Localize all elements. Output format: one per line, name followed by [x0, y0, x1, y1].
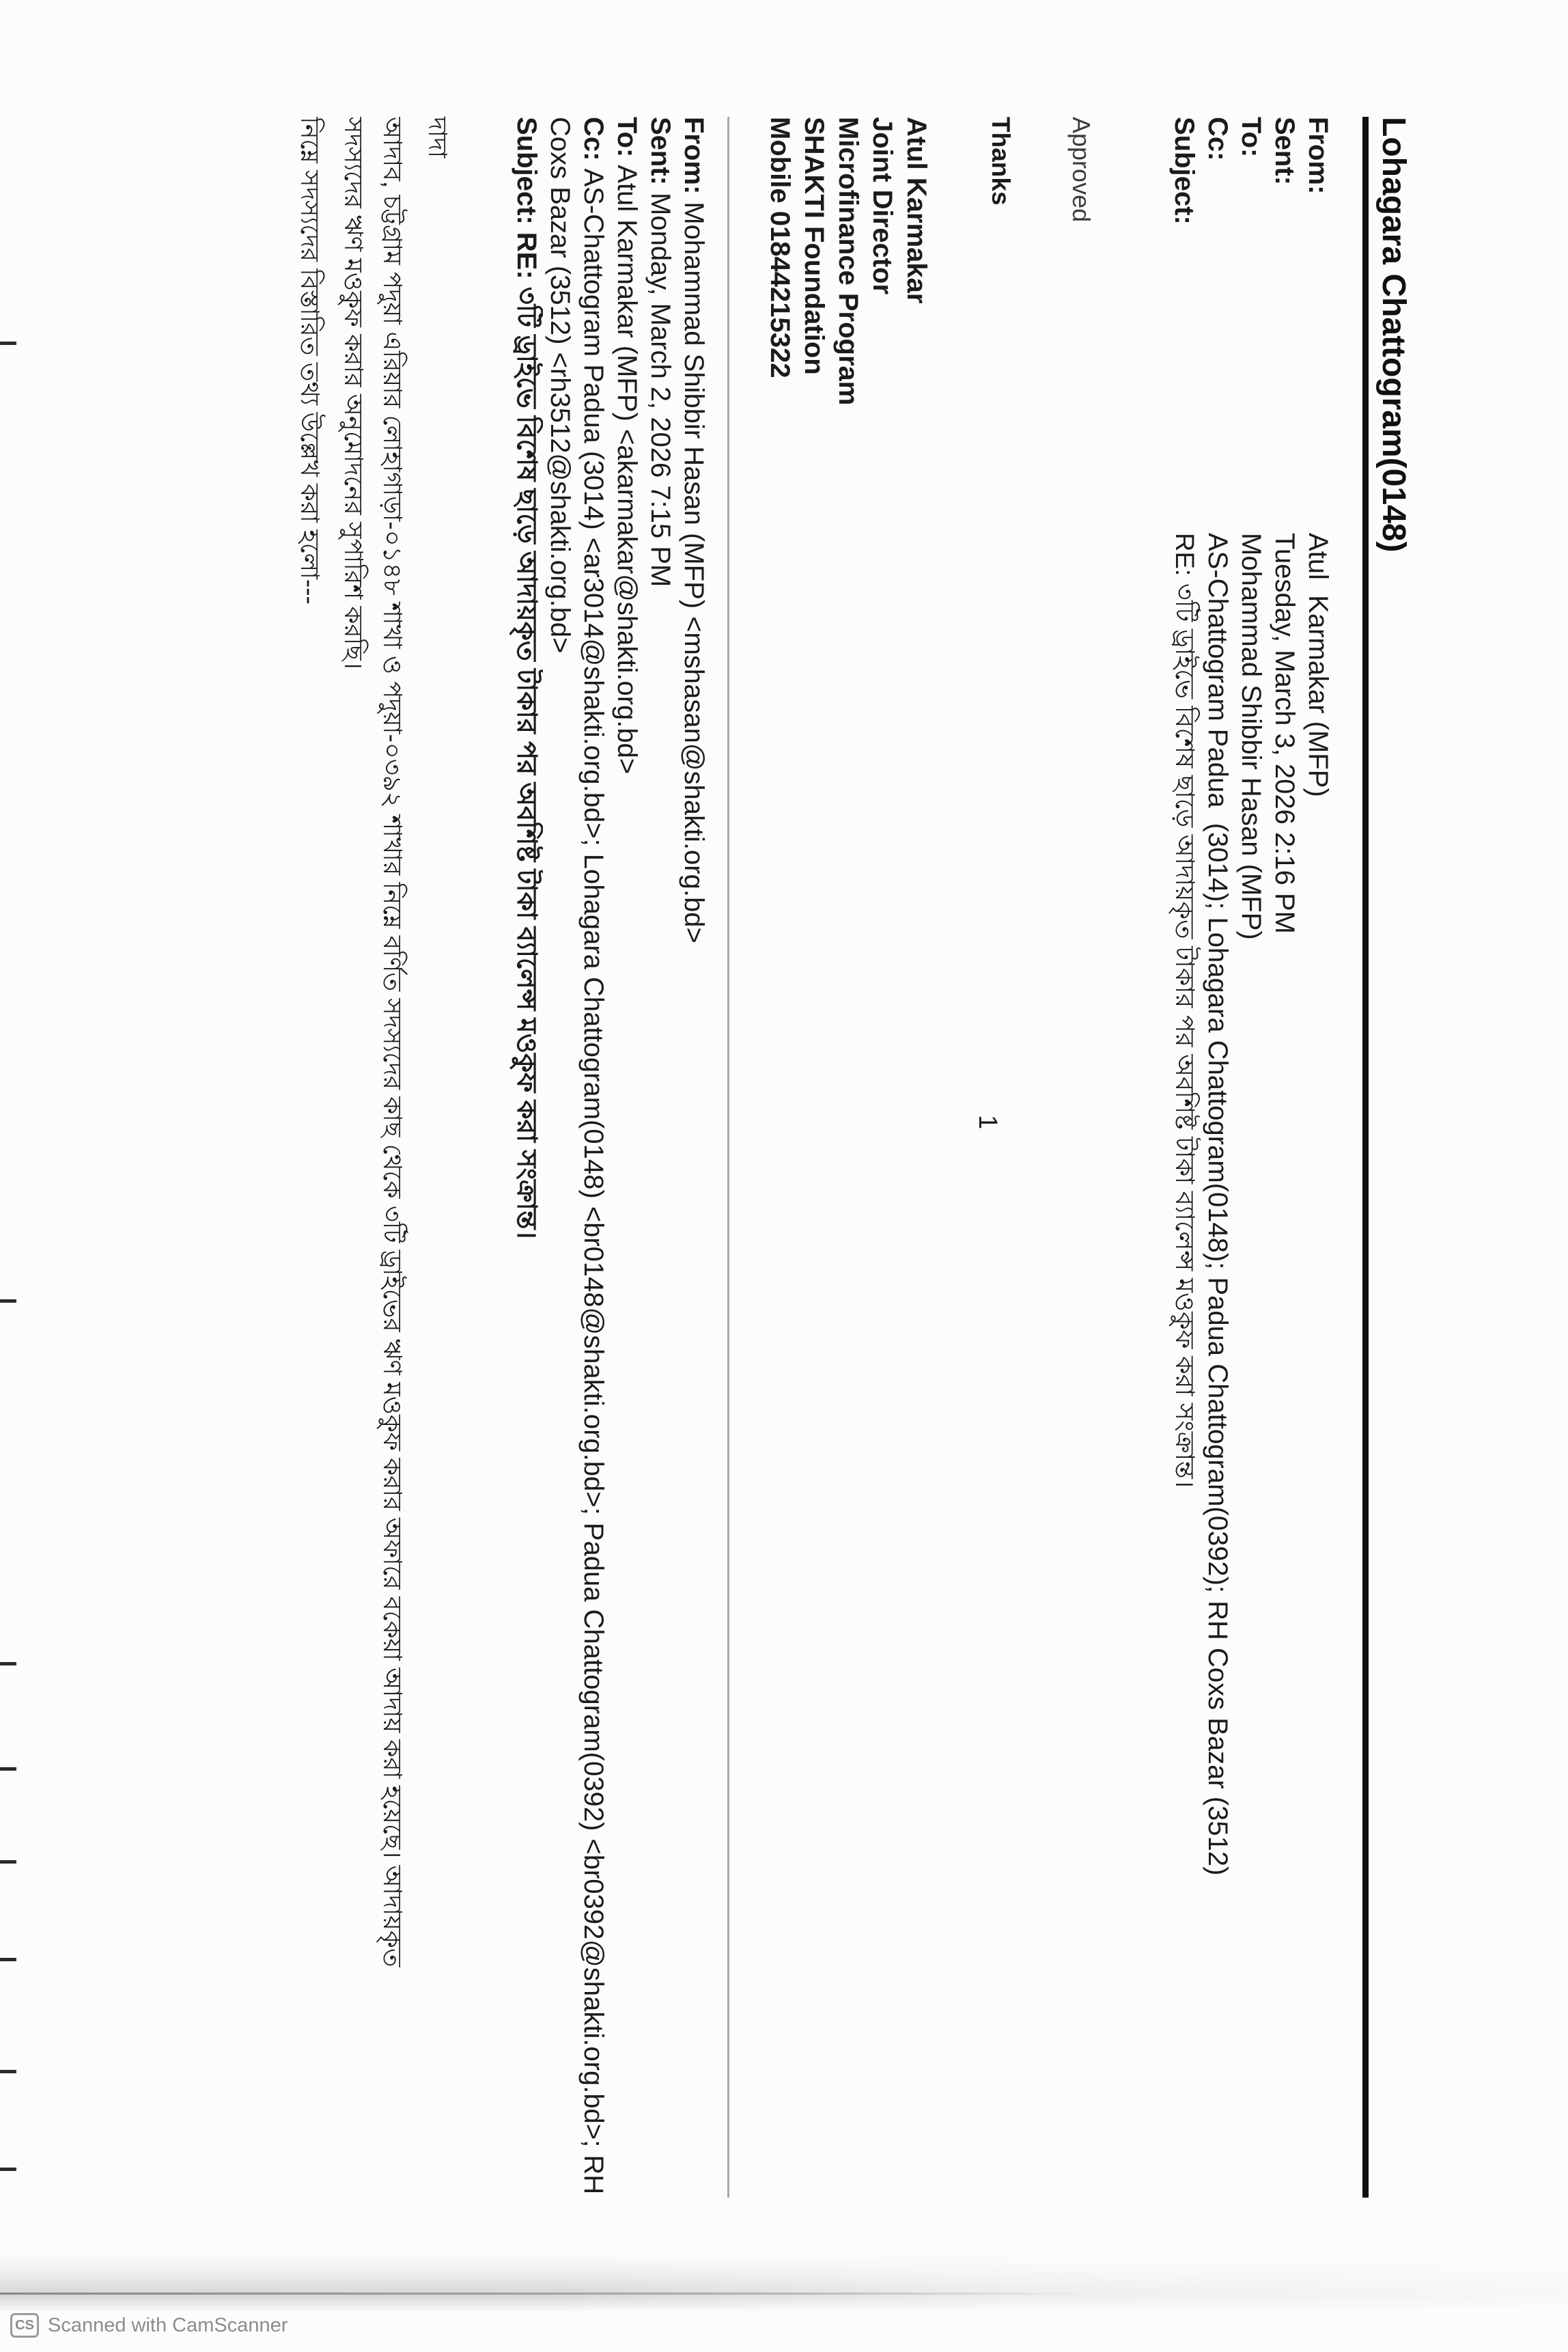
scanner-watermark: Scanned with CamScanner — [48, 2314, 288, 2336]
subject-label: Subject: — [1169, 117, 1199, 225]
scan-edge-mark — [0, 2168, 16, 2171]
original-message-separator — [727, 117, 729, 2198]
original-subject-value: RE: ৩টি ড্রাইভে বিশেষ ছাড়ে আদায়কৃত টাকার পর অবশিষ্ট টাকা ব্যালেন্স মওকুফ করা সংক্রান্ত। — [512, 232, 542, 1239]
greeting: দাদা — [423, 117, 451, 158]
body-line: সদস্যদের ঋণ মওকুফ করার অনুমোদনের সুপারিশ করছি। — [339, 117, 367, 669]
original-from-line — [677, 117, 710, 943]
title-rule — [1362, 117, 1369, 2198]
camscanner-logo-icon: CS — [10, 2313, 39, 2338]
from-value: Atul Karmakar (MFP) — [1303, 533, 1333, 797]
original-sent-line — [643, 117, 677, 587]
original-to-value: Atul Karmakar (MFP) <akarmakar@shakti.org.bd> — [612, 165, 642, 775]
scan-edge-mark — [0, 1299, 16, 1303]
closing-text: Thanks — [987, 117, 1015, 206]
scan-edge-mark — [0, 1662, 16, 1665]
cc-label: Cc: — [1203, 117, 1233, 161]
original-to-line — [610, 117, 643, 774]
original-sent-value: Monday, March 2, 2026 7:15 PM — [645, 193, 675, 587]
sent-value: Tuesday, March 3, 2026 2:16 PM — [1270, 533, 1300, 934]
subject-value: RE: ৩টি ড্রাইভে বিশেষ ছাড়ে আদায়কৃত টাকার পর অবশিষ্ট টাকা ব্যালেন্স মওকুফ করা সংক্রান্ত। — [1170, 533, 1199, 1489]
scan-edge-mark — [0, 342, 16, 345]
page-title: Lohagara Chattogram(0148) — [1375, 117, 1412, 553]
original-subject-label: Subject: — [512, 117, 542, 225]
signature-title: Joint Director — [867, 117, 897, 295]
original-sent-label: Sent: — [645, 117, 675, 185]
original-from-value: Mohammad Shibbir Hasan (MFP) <mshasan@shakti.org.bd> — [679, 202, 709, 943]
original-cc-line — [576, 117, 610, 2194]
signature-department: Microfinance Program — [833, 117, 863, 406]
original-subject-line — [509, 117, 543, 1239]
scan-edge-mark — [0, 1860, 16, 1864]
scan-shadow-band — [0, 2254, 1568, 2310]
from-label: From: — [1303, 117, 1333, 195]
original-to-label: To: — [612, 117, 642, 158]
original-cc-continuation: Coxs Bazar (3512) <rh3512@shakti.org.bd> — [545, 117, 575, 654]
approval-text: Approved — [1067, 117, 1095, 223]
scan-edge-mark — [0, 1767, 16, 1771]
body-line: আদাব, চট্টগ্রাম পদুয়া এরিয়ার লোহাগাড়া-০১৪৮ শাখা ও পদুয়া-০৩৯২ শাখার নিম্নে বর্ণিত সদস্যদের কাছ থেকে ৩টি ড্রাইভের ঋণ মওকুফ করার অফারে বকেয়া আদায় করা হয়েছে। আদায়কৃত — [378, 117, 406, 1967]
signature-mobile: Mobile 01844215322 — [765, 117, 795, 378]
sent-label: Sent: — [1270, 117, 1300, 185]
signature-name: Atul Karmakar — [901, 117, 932, 304]
scan-edge-mark — [0, 1958, 16, 1961]
page-number: 1 — [973, 1115, 1002, 1130]
body-line: নিম্নে সদস্যদের বিস্তারিত তথ্য উল্লেখ করা হলো--- — [296, 117, 324, 605]
cc-value: AS-Chattogram Padua (3014); Lohagara Chattogram(0148); Padua Chattogram(0392); RH Coxs Bazar (3512) — [1203, 533, 1233, 1876]
to-value: Mohammad Shibbir Hasan (MFP) — [1236, 533, 1266, 940]
original-cc-value: AS-Chattogram Padua (3014) <ar3014@shakti.org.bd>; Lohagara Chattogram(0148) <br0148@shakti.org.bd>; Padua Chattogram(0392) <br0392@shakti.org.bd>; RH — [578, 168, 608, 2195]
scan-edge-mark — [0, 2070, 16, 2073]
paper-edge-line — [0, 2293, 1093, 2295]
original-cc-label: Cc: — [578, 117, 608, 161]
to-label: To: — [1236, 117, 1266, 158]
signature-organization: SHAKTI Foundation — [799, 117, 829, 375]
original-from-label: From: — [679, 117, 709, 195]
